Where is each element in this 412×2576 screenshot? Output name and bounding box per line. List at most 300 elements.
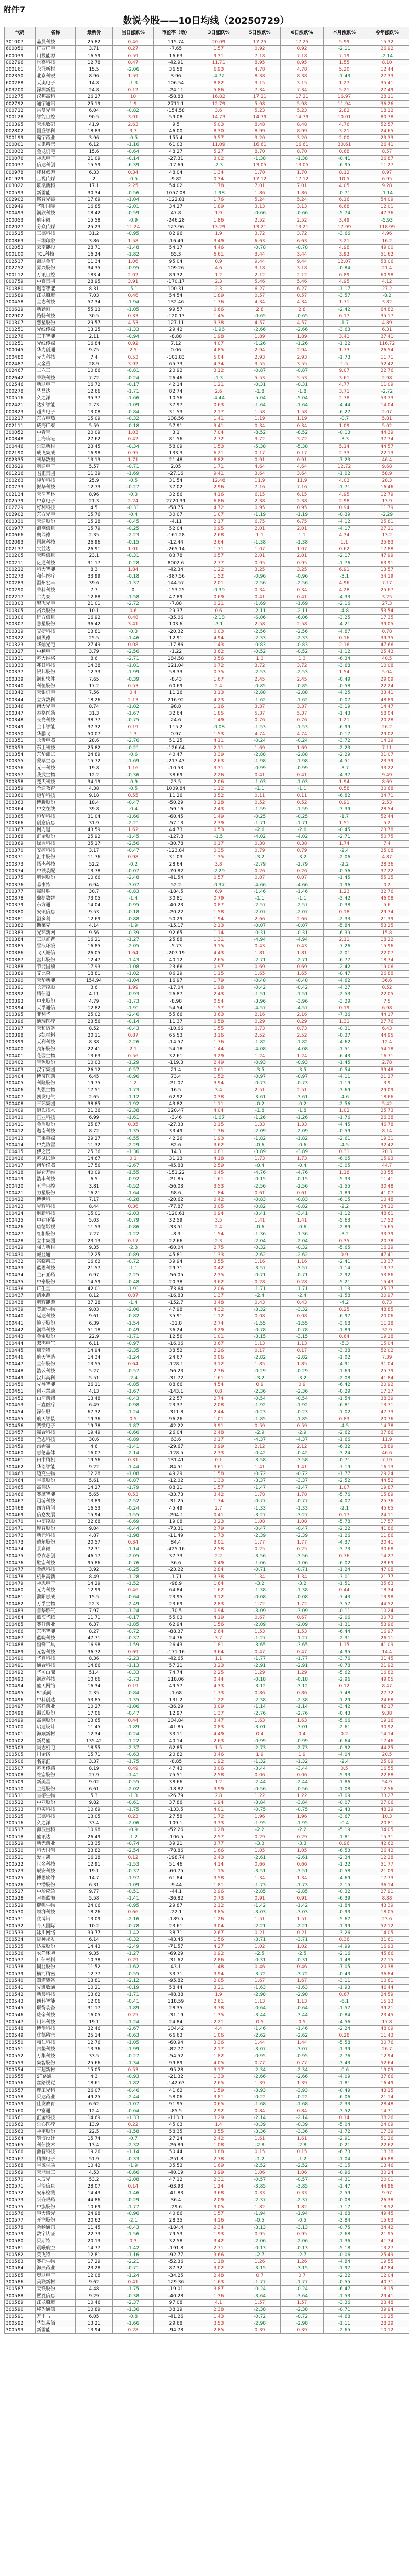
table-cell: -1.22 <box>154 649 198 655</box>
table-cell: 3.85 <box>198 1909 239 1916</box>
stock-code: 300493 <box>5 210 36 217</box>
stock-code: 002537 <box>5 258 36 265</box>
table-cell: 29.27 <box>76 1135 113 1142</box>
table-cell: 0.36 <box>324 1937 365 1943</box>
table-cell: -120.61 <box>154 1210 198 1217</box>
table-cell: 0.46 <box>281 1964 324 1971</box>
stock-name: 道氏技术 <box>36 1108 76 1114</box>
table-cell: 38.39 <box>365 1395 409 1402</box>
table-cell: -0.71 <box>324 190 365 196</box>
table-row <box>5 1060 409 1066</box>
table-cell: 25.19 <box>76 100 113 107</box>
table-cell: 0.57 <box>198 875 239 882</box>
table-cell: 31.53 <box>154 409 198 416</box>
table-cell: 2.12 <box>239 272 281 279</box>
table-cell: 34.35 <box>76 265 113 272</box>
table-cell: -3.15 <box>239 1334 281 1341</box>
table-cell: -2.3 <box>198 162 239 169</box>
table-cell: 27.15 <box>365 1957 409 1964</box>
stock-code: 300425 <box>5 1217 36 1224</box>
stock-name: 博创科技 <box>36 2026 76 2032</box>
column-header: 3日涨跌% <box>198 27 239 39</box>
table-cell: -20.62 <box>154 1197 198 1204</box>
table-cell: -1.33 <box>281 1505 324 1512</box>
table-row <box>5 272 409 279</box>
column-header: 本月涨跌% <box>324 27 365 39</box>
table-cell: 18.4 <box>76 799 113 806</box>
table-cell: -0.08 <box>239 1594 281 1601</box>
table-cell: -1.28 <box>113 1573 154 1580</box>
table-cell: 1.13 <box>281 1998 324 2005</box>
table-row <box>5 1183 409 1190</box>
table-cell: 54.09 <box>365 196 409 203</box>
table-cell: -3.26 <box>324 1929 365 1936</box>
stock-code: 300451 <box>5 1388 36 1395</box>
table-row <box>5 1560 409 1566</box>
table-row <box>5 2080 409 2087</box>
table-cell: 39.21 <box>154 1841 198 1848</box>
stock-name: 扬杰科技 <box>36 861 76 868</box>
stock-name: 太辰光 <box>36 2176 76 2183</box>
table-cell: 2720.39 <box>154 498 198 504</box>
table-cell: -2.09 <box>281 1621 324 1628</box>
table-cell: -0.71 <box>324 2307 365 2313</box>
table-cell: 1.33 <box>239 1121 281 1128</box>
table-row <box>5 1464 409 1470</box>
table-cell: 38.77 <box>76 717 113 724</box>
table-cell: 39.94 <box>365 2307 409 2313</box>
stock-code: 300161 <box>5 66 36 73</box>
table-cell: -1.69 <box>113 470 154 477</box>
table-cell: 33.49 <box>154 1128 198 1135</box>
stock-name: 昇辉科技 <box>36 1204 76 1210</box>
table-cell: 4.95 <box>324 279 365 285</box>
stock-code: 300567 <box>5 2156 36 2162</box>
table-cell: 16.53 <box>76 1505 113 1512</box>
table-cell: 3.64 <box>239 470 281 477</box>
stock-code: 300455 <box>5 1416 36 1422</box>
stock-name: 天喻信息 <box>36 553 76 560</box>
table-cell: 0.34 <box>281 422 324 429</box>
table-row <box>5 964 409 971</box>
table-cell: 16.21 <box>76 936 113 943</box>
table-cell: 5.03 <box>76 1217 113 1224</box>
stock-name: 天银机电 <box>36 690 76 697</box>
table-cell: 3.72 <box>239 436 281 443</box>
table-cell: 13.2 <box>365 532 409 539</box>
table-cell: 5.81 <box>365 416 409 422</box>
attachment-label: 附件7 <box>3 5 26 14</box>
table-cell: 15.89 <box>365 1491 409 1498</box>
table-cell: 0.1 <box>113 1156 154 1162</box>
table-cell: -1.08 <box>113 1471 154 1478</box>
table-cell: -54.52 <box>154 2053 198 2060</box>
stock-name: 上海临港 <box>36 436 76 443</box>
table-cell: 1.24 <box>239 1053 281 1059</box>
stock-name: 光环新网 <box>36 929 76 936</box>
table-cell: 1.02 <box>281 1943 324 1950</box>
table-cell: 11.52 <box>76 1964 113 1971</box>
table-cell: 0.46 <box>113 1587 154 1594</box>
stock-code: 000712 <box>5 107 36 114</box>
table-cell: 1.51 <box>239 1916 281 1923</box>
stock-name: 安硕信息 <box>36 909 76 916</box>
table-cell: 16.05 <box>76 2012 113 2019</box>
stock-name: 正业科技 <box>36 1114 76 1121</box>
table-cell: 11.45 <box>76 1724 113 1731</box>
stock-code: 300535 <box>5 1943 36 1950</box>
table-cell: 3.72 <box>281 436 324 443</box>
table-cell: 28.3 <box>365 478 409 484</box>
stock-name: 双杰电气 <box>36 1341 76 1347</box>
table-row <box>5 1902 409 1909</box>
table-cell: -41.85 <box>154 1724 198 1731</box>
table-cell: -0.43 <box>113 2224 154 2231</box>
stock-code: 300497 <box>5 1704 36 1710</box>
table-cell: -15.17 <box>154 923 198 929</box>
table-cell: -0.93 <box>239 1060 281 1066</box>
table-cell: 54.17 <box>154 244 198 251</box>
table-cell: 27.3 <box>365 601 409 607</box>
table-cell: -0.55 <box>113 1135 154 1142</box>
table-cell: -3.93 <box>281 2087 324 2094</box>
table-row <box>5 950 409 957</box>
table-cell: -1.26 <box>324 1532 365 1539</box>
table-cell: 15.5 <box>76 1594 113 1601</box>
table-cell: 49.00 <box>365 244 409 251</box>
table-cell: 25.49 <box>365 2251 409 2258</box>
stock-name: 长亮科技 <box>36 717 76 724</box>
table-cell: -4.57 <box>281 1005 324 1011</box>
stock-code: 300527 <box>5 1889 36 1895</box>
table-cell: -2.11 <box>239 607 281 614</box>
table-cell: 0.34 <box>113 169 154 176</box>
table-cell: 109.26 <box>154 265 198 272</box>
table-cell: -0.37 <box>198 882 239 888</box>
table-cell: 66.63 <box>154 2032 198 2039</box>
table-cell: 14.04 <box>365 402 409 409</box>
table-cell: -3.69 <box>324 1087 365 1094</box>
table-cell: -0.49 <box>113 1327 154 1333</box>
table-cell: 52.44 <box>365 813 409 820</box>
table-cell: 184.58 <box>154 655 198 662</box>
table-cell: -207.19 <box>154 950 198 957</box>
table-cell: 28.71 <box>76 244 113 251</box>
table-cell: 67.32 <box>76 1409 113 1416</box>
table-row <box>5 1087 409 1094</box>
stock-name: 新易盛 <box>36 1738 76 1744</box>
table-cell: 15.79 <box>76 526 113 532</box>
table-cell: -0.72 <box>239 1471 281 1478</box>
table-cell: -4.02 <box>239 834 281 840</box>
table-cell: 17.12 <box>239 176 281 182</box>
table-row <box>5 1895 409 1902</box>
stock-name: 聚飞光电 <box>36 601 76 607</box>
table-cell: 0.63 <box>198 402 239 409</box>
table-cell: -26.89 <box>154 2142 198 2149</box>
table-row <box>5 1532 409 1539</box>
table-cell: -0.87 <box>239 368 281 375</box>
table-cell: 0.59 <box>113 53 154 59</box>
stock-code: 300566 <box>5 2149 36 2156</box>
table-cell: 2.52 <box>281 1032 324 1039</box>
table-cell: 19.1 <box>76 1868 113 1875</box>
table-cell: 2.3 <box>198 285 239 292</box>
table-cell: 35.41 <box>365 80 409 87</box>
stock-name: 富临精工 <box>36 1258 76 1265</box>
table-cell: 0.28 <box>198 1827 239 1834</box>
table-cell: 19.09 <box>365 2066 409 2073</box>
table-cell: -3.61 <box>239 1094 281 1100</box>
stock-code: 300491 <box>5 1663 36 1669</box>
table-cell: 8.36 <box>76 1656 113 1663</box>
table-cell: 53.96 <box>365 1621 409 1628</box>
stock-code: 300076 <box>5 156 36 162</box>
table-cell: -0.46 <box>113 2087 154 2094</box>
stock-name: 东华测试 <box>36 751 76 758</box>
table-cell: 1.63 <box>281 1717 324 1724</box>
table-cell: 1.2 <box>198 1779 239 1786</box>
table-row <box>5 1950 409 1957</box>
table-cell: 16.18 <box>76 1854 113 1861</box>
stock-name: 乐心医疗 <box>36 2122 76 2128</box>
stock-name: 新联电子 <box>36 381 76 388</box>
table-cell: 0.77 <box>281 2060 324 2066</box>
table-cell: -0.22 <box>239 2094 281 2101</box>
stock-name: 丝路视觉 <box>36 2080 76 2087</box>
table-cell: 65.73 <box>154 361 198 367</box>
stock-code: 300559 <box>5 2101 36 2108</box>
table-cell: -5.62 <box>324 1669 365 1676</box>
table-row <box>5 943 409 950</box>
table-row <box>5 2224 409 2231</box>
table-cell: 1.94 <box>324 779 365 786</box>
table-cell: 0.25 <box>113 2012 154 2019</box>
table-row <box>5 1416 409 1422</box>
table-cell: -1.68 <box>239 2101 281 2108</box>
table-cell: 49.29 <box>154 1471 198 1478</box>
table-row <box>5 1991 409 1998</box>
table-cell: -1.09 <box>113 402 154 409</box>
stock-code: 300564 <box>5 2135 36 2142</box>
table-cell: 23.13 <box>76 1238 113 1244</box>
stock-code: 300554 <box>5 2066 36 2073</box>
table-cell: 31.2 <box>76 231 113 238</box>
stock-name: 同益股份 <box>36 1964 76 1971</box>
table-row <box>5 1012 409 1019</box>
table-cell: -21.07 <box>154 1080 198 1087</box>
stock-code: 300373 <box>5 861 36 868</box>
table-cell: 2.51 <box>239 1087 281 1094</box>
table-cell: -7.26 <box>324 943 365 950</box>
table-cell: 1.05 <box>281 1848 324 1854</box>
table-cell: 123.96 <box>154 224 198 231</box>
table-cell: -0.83 <box>239 1197 281 1204</box>
stock-code: 300371 <box>5 854 36 861</box>
stock-name: TCL科技 <box>36 251 76 258</box>
table-cell: 25.87 <box>76 1121 113 1128</box>
table-cell: 48.09 <box>365 2026 409 2032</box>
stock-code: 300473 <box>5 1539 36 1546</box>
table-cell: -1.45 <box>324 875 365 882</box>
stock-name: 兆日科技 <box>36 663 76 669</box>
table-cell: -3.96 <box>239 998 281 1005</box>
table-cell: 37.41 <box>365 333 409 340</box>
table-cell: 2.43 <box>198 1854 239 1861</box>
stock-code: 300364 <box>5 806 36 813</box>
table-cell: 2.38 <box>198 2307 239 2313</box>
stock-name: 溢多利 <box>36 916 76 923</box>
table-cell: -31.72 <box>154 1375 198 1381</box>
table-cell: -3.89 <box>239 1149 281 1156</box>
table-cell: -0.86 <box>113 1224 154 1231</box>
table-cell: -1.53 <box>281 724 324 731</box>
table-row <box>5 416 409 422</box>
table-cell: -0.78 <box>239 244 281 251</box>
table-cell: 16.98 <box>76 450 113 456</box>
table-cell: 28.48 <box>365 2101 409 2108</box>
table-cell: -0.4 <box>281 1162 324 1169</box>
table-cell: 53.73 <box>365 395 409 402</box>
table-cell: 0.15 <box>239 2149 281 2156</box>
stock-name: 天铁股份 <box>36 2286 76 2293</box>
table-cell: -0.17 <box>113 1615 154 1621</box>
table-cell: -2.71 <box>281 957 324 963</box>
stock-code: 300353 <box>5 744 36 751</box>
table-cell: -1.77 <box>113 2204 154 2210</box>
table-cell: 2.11 <box>198 744 239 751</box>
table-cell: 26.46 <box>154 375 198 381</box>
table-cell: -2.1 <box>324 1505 365 1512</box>
table-cell: 29.57 <box>76 320 113 327</box>
table-cell: 16.85 <box>76 943 113 950</box>
table-cell: 20.09 <box>198 39 239 46</box>
stock-name: 昊志机电 <box>36 1744 76 1751</box>
table-cell: 30.73 <box>365 1615 409 1621</box>
stock-code: 002949 <box>5 204 36 210</box>
table-cell: -1.67 <box>113 710 154 717</box>
stock-name: 达威股份 <box>36 1943 76 1950</box>
table-cell: 35.37 <box>76 395 113 402</box>
table-cell: 3.81 <box>76 1183 113 1190</box>
table-cell: -6.32 <box>324 1443 365 1450</box>
table-cell: -69.29 <box>154 1950 198 1957</box>
table-cell: 10.48 <box>365 1197 409 1204</box>
table-cell: 42.01 <box>76 1286 113 1293</box>
table-cell: 22.57 <box>154 1395 198 1402</box>
stock-code: 300474 <box>5 1546 36 1553</box>
table-cell: 11.53 <box>76 1224 113 1231</box>
table-cell: 0.22 <box>113 2122 154 2128</box>
table-cell: 1.27 <box>324 80 365 87</box>
table-row <box>5 354 409 361</box>
table-cell: -0.65 <box>281 313 324 319</box>
table-cell: -246.28 <box>154 217 198 224</box>
table-cell: 15.28 <box>76 518 113 525</box>
table-cell: -0.9 <box>113 779 154 786</box>
table-cell: -0.41 <box>113 1998 154 2005</box>
stock-name: 万讯自控 <box>36 272 76 279</box>
table-cell: 3.72 <box>239 231 281 238</box>
table-cell: 0.44 <box>324 1587 365 1594</box>
table-cell: -0.71 <box>324 1457 365 1464</box>
table-cell: 1.34 <box>239 1573 281 1580</box>
stock-name: 金盾股份 <box>36 1121 76 1128</box>
table-cell: 4.89 <box>365 320 409 327</box>
table-cell: -1.8 <box>281 1108 324 1114</box>
stock-code: 300199 <box>5 135 36 142</box>
table-cell: 0.28 <box>324 2032 365 2039</box>
table-cell: -3.15 <box>324 2163 365 2170</box>
table-cell: -2.36 <box>281 1388 324 1395</box>
table-row <box>5 251 409 258</box>
table-cell: 0.78 <box>365 628 409 635</box>
table-cell: 12.94 <box>365 2053 409 2060</box>
table-cell: 1.57 <box>281 2299 324 2306</box>
table-cell: 4.34 <box>239 299 281 306</box>
table-cell: -0.45 <box>324 827 365 834</box>
table-cell: 24.68 <box>365 1697 409 1703</box>
table-row <box>5 1505 409 1512</box>
table-cell: 10.69 <box>76 1806 113 1813</box>
table-cell: 18.52 <box>365 2204 409 2210</box>
table-cell: -1.94 <box>113 299 154 306</box>
table-cell: -6.64 <box>324 1738 365 1744</box>
table-cell: -0.43 <box>324 1971 365 1977</box>
table-cell: 1.08 <box>281 1519 324 1526</box>
table-cell: 1.54 <box>198 1231 239 1238</box>
table-cell: 1.22 <box>198 566 239 573</box>
table-cell: 1.2 <box>198 272 239 279</box>
table-cell: -3.37 <box>239 1478 281 1484</box>
table-cell: 45.81 <box>154 1251 198 1258</box>
table-cell: 12.78 <box>76 59 113 66</box>
table-cell: 23.56 <box>76 1019 113 1025</box>
table-row <box>5 1176 409 1183</box>
table-cell: -0.47 <box>113 799 154 806</box>
table-cell: 20.38 <box>154 1279 198 1285</box>
stock-code: 300333 <box>5 663 36 669</box>
table-cell: -40.19 <box>154 2170 198 2176</box>
table-cell: -0.83 <box>239 642 281 649</box>
table-cell: 53.86 <box>365 1272 409 1279</box>
stock-name: 中颖电子 <box>36 649 76 655</box>
table-cell: 1.16 <box>113 765 154 772</box>
table-cell: 1.22 <box>281 1793 324 1800</box>
table-cell: 22.62 <box>365 2142 409 2149</box>
table-cell: -1.01 <box>113 663 154 669</box>
table-cell: -3.2 <box>239 854 281 861</box>
table-cell: -0.97 <box>281 1073 324 1080</box>
table-cell: 21.95 <box>365 2231 409 2238</box>
table-cell: 75.51 <box>154 1772 198 1779</box>
table-cell: 88.21 <box>154 1484 198 1491</box>
table-cell: 26.7 <box>365 2046 409 2053</box>
table-cell: 0.92 <box>198 1950 239 1957</box>
table-cell: 6.11 <box>76 1341 113 1347</box>
table-cell: 0.18 <box>324 909 365 916</box>
stock-name: 超声电子 <box>36 409 76 416</box>
table-cell: 4.53 <box>76 2170 113 2176</box>
table-cell: 1.73 <box>281 1156 324 1162</box>
table-cell: 0.92 <box>239 46 281 53</box>
table-cell: 38.19 <box>154 2307 198 2313</box>
table-cell: 13.05 <box>76 1813 113 1820</box>
table-cell: 27.9 <box>76 1772 113 1779</box>
table-cell: -1.66 <box>113 2320 154 2327</box>
table-cell: 20.38 <box>365 1964 409 1971</box>
table-cell: 0 <box>113 587 154 594</box>
